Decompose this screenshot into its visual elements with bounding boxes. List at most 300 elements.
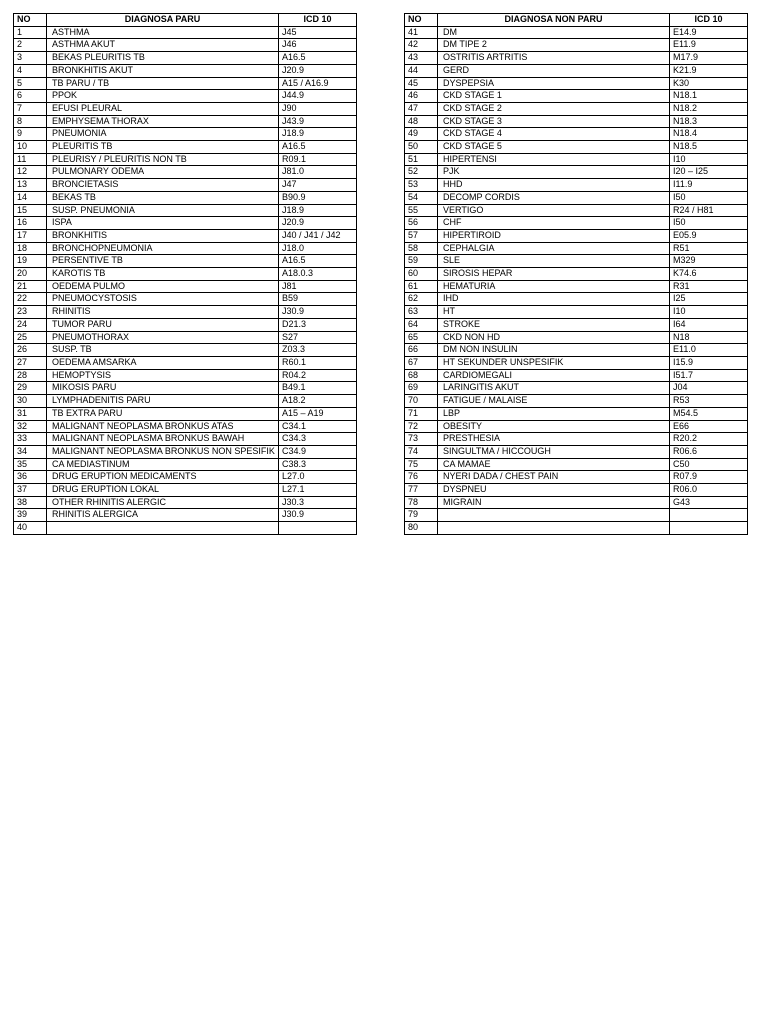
cell-icd10: B90.9 <box>279 191 357 204</box>
cell-no: 50 <box>405 141 438 154</box>
cell-diagnosa: PNEUMOTHORAX <box>47 331 279 344</box>
cell-no: 41 <box>405 26 438 39</box>
cell-diagnosa: PNEUMONIA <box>47 128 279 141</box>
table-row <box>405 293 748 306</box>
cell-no: 27 <box>14 356 47 369</box>
cell-no: 3 <box>14 52 47 65</box>
cell-icd10: J46 <box>279 39 357 52</box>
table-row <box>405 280 748 293</box>
cell-icd10: E11.0 <box>670 344 748 357</box>
cell-no: 36 <box>14 471 47 484</box>
table-row <box>14 318 357 331</box>
cell-diagnosa: GERD <box>438 64 670 77</box>
cell-icd10: N18.4 <box>670 128 748 141</box>
cell-diagnosa: HT SEKUNDER UNSPESIFIK <box>438 356 670 369</box>
cell-icd10: B49.1 <box>279 382 357 395</box>
cell-no: 57 <box>405 229 438 242</box>
cell-no: 71 <box>405 407 438 420</box>
cell-no: 15 <box>14 204 47 217</box>
cell-no: 12 <box>14 166 47 179</box>
cell-diagnosa: TB EXTRA PARU <box>47 407 279 420</box>
cell-icd10: M17.9 <box>670 52 748 65</box>
cell-icd10: A18.0.3 <box>279 268 357 281</box>
table-row <box>405 191 748 204</box>
cell-icd10: J20.9 <box>279 64 357 77</box>
cell-icd10: C50 <box>670 458 748 471</box>
cell-diagnosa: OTHER RHINITIS ALERGIC <box>47 496 279 509</box>
cell-diagnosa: DRUG ERUPTION MEDICAMENTS <box>47 471 279 484</box>
cell-diagnosa: MALIGNANT NEOPLASMA BRONKUS NON SPESIFIK <box>47 445 279 458</box>
cell-diagnosa: NYERI DADA / CHEST PAIN <box>438 471 670 484</box>
cell-no: 65 <box>405 331 438 344</box>
cell-icd10: I11.9 <box>670 179 748 192</box>
cell-diagnosa: PLEURISY / PLEURITIS NON TB <box>47 153 279 166</box>
cell-diagnosa <box>438 509 670 522</box>
cell-no: 20 <box>14 268 47 281</box>
cell-icd10: R09.1 <box>279 153 357 166</box>
table-row <box>14 509 357 522</box>
table-row <box>405 179 748 192</box>
cell-icd10: I64 <box>670 318 748 331</box>
cell-diagnosa: CKD STAGE 2 <box>438 102 670 115</box>
cell-diagnosa: PNEUMOCYSTOSIS <box>47 293 279 306</box>
cell-diagnosa: LARINGITIS AKUT <box>438 382 670 395</box>
cell-no: 33 <box>14 433 47 446</box>
cell-diagnosa: SINGULTMA / HICCOUGH <box>438 445 670 458</box>
table-row <box>14 280 357 293</box>
cell-icd10: K30 <box>670 77 748 90</box>
cell-icd10: J44.9 <box>279 90 357 103</box>
cell-no: 43 <box>405 52 438 65</box>
cell-no: 56 <box>405 217 438 230</box>
table-row <box>14 166 357 179</box>
table-row <box>14 191 357 204</box>
cell-icd10: E11.9 <box>670 39 748 52</box>
cell-diagnosa: DM TIPE 2 <box>438 39 670 52</box>
table-row <box>14 153 357 166</box>
cell-diagnosa: RHINITIS <box>47 306 279 319</box>
cell-no: 22 <box>14 293 47 306</box>
cell-icd10: M329 <box>670 255 748 268</box>
cell-diagnosa: PJK <box>438 166 670 179</box>
cell-diagnosa: BEKAS PLEURITIS TB <box>47 52 279 65</box>
table-row <box>14 255 357 268</box>
cell-diagnosa: CARDIOMEGALI <box>438 369 670 382</box>
cell-no: 54 <box>405 191 438 204</box>
table-row <box>14 102 357 115</box>
table-row <box>14 344 357 357</box>
table-row <box>405 522 748 535</box>
table-row <box>405 356 748 369</box>
table-row <box>405 141 748 154</box>
cell-icd10: J04 <box>670 382 748 395</box>
table-row <box>405 369 748 382</box>
cell-icd10: E14.9 <box>670 26 748 39</box>
cell-diagnosa: PPOK <box>47 90 279 103</box>
cell-diagnosa: SIROSIS HEPAR <box>438 268 670 281</box>
cell-no: 10 <box>14 141 47 154</box>
cell-diagnosa: SUSP. TB <box>47 344 279 357</box>
cell-icd10: E66 <box>670 420 748 433</box>
cell-icd10: J45 <box>279 26 357 39</box>
header-icd10: ICD 10 <box>670 14 748 27</box>
cell-no: 49 <box>405 128 438 141</box>
table-row <box>14 52 357 65</box>
table-row <box>14 242 357 255</box>
table-row <box>405 395 748 408</box>
cell-diagnosa: CA MEDIASTINUM <box>47 458 279 471</box>
cell-no: 72 <box>405 420 438 433</box>
table-row <box>14 90 357 103</box>
cell-icd10: A15 / A16.9 <box>279 77 357 90</box>
table-row <box>405 255 748 268</box>
table-row <box>405 407 748 420</box>
cell-icd10: I50 <box>670 217 748 230</box>
table-row <box>14 128 357 141</box>
cell-diagnosa: CHF <box>438 217 670 230</box>
cell-no: 46 <box>405 90 438 103</box>
cell-no: 75 <box>405 458 438 471</box>
cell-icd10: B59 <box>279 293 357 306</box>
cell-icd10: C34.1 <box>279 420 357 433</box>
cell-no: 17 <box>14 229 47 242</box>
cell-diagnosa: MIGRAIN <box>438 496 670 509</box>
cell-no: 52 <box>405 166 438 179</box>
cell-no: 53 <box>405 179 438 192</box>
table-row <box>405 318 748 331</box>
cell-no: 23 <box>14 306 47 319</box>
table-row <box>405 268 748 281</box>
cell-icd10: S27 <box>279 331 357 344</box>
cell-icd10 <box>670 522 748 535</box>
table-row <box>405 458 748 471</box>
cell-no: 2 <box>14 39 47 52</box>
cell-diagnosa: CKD NON HD <box>438 331 670 344</box>
cell-diagnosa: STROKE <box>438 318 670 331</box>
table-row <box>405 166 748 179</box>
cell-icd10: R53 <box>670 395 748 408</box>
header-diagnosa: DIAGNOSA PARU <box>47 14 279 27</box>
cell-no: 73 <box>405 433 438 446</box>
table-row <box>14 433 357 446</box>
cell-diagnosa: CKD STAGE 3 <box>438 115 670 128</box>
table-row <box>14 26 357 39</box>
cell-diagnosa: CKD STAGE 4 <box>438 128 670 141</box>
cell-no: 61 <box>405 280 438 293</box>
cell-no: 1 <box>14 26 47 39</box>
header-diagnosa: DIAGNOSA NON PARU <box>438 14 670 27</box>
cell-no: 18 <box>14 242 47 255</box>
header-icd10: ICD 10 <box>279 14 357 27</box>
cell-no: 9 <box>14 128 47 141</box>
cell-diagnosa: DM NON INSULIN <box>438 344 670 357</box>
table-row <box>14 484 357 497</box>
cell-diagnosa: TUMOR PARU <box>47 318 279 331</box>
cell-icd10: I25 <box>670 293 748 306</box>
cell-diagnosa: SUSP. PNEUMONIA <box>47 204 279 217</box>
cell-no: 64 <box>405 318 438 331</box>
cell-no: 74 <box>405 445 438 458</box>
cell-icd10: R24 / H81 <box>670 204 748 217</box>
cell-diagnosa: DYSPEPSIA <box>438 77 670 90</box>
cell-icd10: J18.9 <box>279 204 357 217</box>
cell-no: 55 <box>405 204 438 217</box>
cell-no: 62 <box>405 293 438 306</box>
table-row <box>14 496 357 509</box>
cell-no: 63 <box>405 306 438 319</box>
cell-diagnosa: DYSPNEU <box>438 484 670 497</box>
cell-no: 5 <box>14 77 47 90</box>
cell-no: 13 <box>14 179 47 192</box>
cell-icd10: J30.3 <box>279 496 357 509</box>
cell-icd10: N18.1 <box>670 90 748 103</box>
table-row <box>405 344 748 357</box>
cell-no: 31 <box>14 407 47 420</box>
table-row <box>14 458 357 471</box>
cell-no: 7 <box>14 102 47 115</box>
cell-no: 25 <box>14 331 47 344</box>
cell-diagnosa: BRONKHITIS AKUT <box>47 64 279 77</box>
cell-icd10: I51.7 <box>670 369 748 382</box>
table-row <box>405 242 748 255</box>
cell-no: 14 <box>14 191 47 204</box>
cell-no: 68 <box>405 369 438 382</box>
cell-icd10: J18.9 <box>279 128 357 141</box>
cell-diagnosa: LBP <box>438 407 670 420</box>
cell-no: 42 <box>405 39 438 52</box>
header-no: NO <box>405 14 438 27</box>
table-row <box>405 64 748 77</box>
cell-no: 4 <box>14 64 47 77</box>
cell-no: 45 <box>405 77 438 90</box>
cell-no: 11 <box>14 153 47 166</box>
cell-no: 28 <box>14 369 47 382</box>
cell-diagnosa: EFUSI PLEURAL <box>47 102 279 115</box>
cell-icd10: A15 – A19 <box>279 407 357 420</box>
table-row <box>405 128 748 141</box>
cell-diagnosa: DRUG ERUPTION LOKAL <box>47 484 279 497</box>
cell-icd10: N18 <box>670 331 748 344</box>
table-row <box>405 115 748 128</box>
cell-icd10 <box>279 522 357 535</box>
cell-icd10: K21.9 <box>670 64 748 77</box>
cell-diagnosa: KAROTIS TB <box>47 268 279 281</box>
table-row <box>405 445 748 458</box>
cell-icd10: R20.2 <box>670 433 748 446</box>
cell-icd10: J30.9 <box>279 306 357 319</box>
table-row <box>14 229 357 242</box>
cell-diagnosa: HEMOPTYSIS <box>47 369 279 382</box>
cell-icd10: R06.6 <box>670 445 748 458</box>
table-row <box>14 39 357 52</box>
cell-diagnosa: OEDEMA PULMO <box>47 280 279 293</box>
cell-no: 8 <box>14 115 47 128</box>
cell-no: 48 <box>405 115 438 128</box>
cell-icd10: N18.3 <box>670 115 748 128</box>
cell-icd10: A18.2 <box>279 395 357 408</box>
cell-diagnosa: ASTHMA AKUT <box>47 39 279 52</box>
table-row <box>405 52 748 65</box>
cell-diagnosa: CKD STAGE 1 <box>438 90 670 103</box>
cell-diagnosa: CEPHALGIA <box>438 242 670 255</box>
cell-icd10: C34.9 <box>279 445 357 458</box>
cell-icd10: I10 <box>670 306 748 319</box>
table-row <box>14 420 357 433</box>
table-row <box>405 153 748 166</box>
cell-diagnosa: CKD STAGE 5 <box>438 141 670 154</box>
cell-diagnosa: RHINITIS ALERGICA <box>47 509 279 522</box>
cell-icd10: C38.3 <box>279 458 357 471</box>
cell-no: 79 <box>405 509 438 522</box>
cell-diagnosa: TB PARU / TB <box>47 77 279 90</box>
cell-diagnosa: PULMONARY ODEMA <box>47 166 279 179</box>
cell-diagnosa: HHD <box>438 179 670 192</box>
cell-icd10: J43.9 <box>279 115 357 128</box>
table-row <box>405 382 748 395</box>
diagnosa-paru-table <box>13 13 357 535</box>
table-row <box>405 484 748 497</box>
table-row <box>405 496 748 509</box>
cell-icd10: J18.0 <box>279 242 357 255</box>
cell-diagnosa: DECOMP CORDIS <box>438 191 670 204</box>
cell-icd10: K74.6 <box>670 268 748 281</box>
cell-diagnosa: HEMATURIA <box>438 280 670 293</box>
table-row <box>14 395 357 408</box>
cell-diagnosa: BRONCIETASIS <box>47 179 279 192</box>
table-row <box>14 115 357 128</box>
table-row <box>14 77 357 90</box>
table-header-row <box>405 14 748 27</box>
cell-icd10: J40 / J41 / J42 <box>279 229 357 242</box>
cell-no: 35 <box>14 458 47 471</box>
cell-icd10: L27.0 <box>279 471 357 484</box>
cell-no: 29 <box>14 382 47 395</box>
table-row <box>14 471 357 484</box>
cell-no: 38 <box>14 496 47 509</box>
cell-no: 44 <box>405 64 438 77</box>
table-row <box>14 445 357 458</box>
cell-no: 39 <box>14 509 47 522</box>
cell-icd10: G43 <box>670 496 748 509</box>
cell-no: 47 <box>405 102 438 115</box>
cell-diagnosa: DM <box>438 26 670 39</box>
cell-diagnosa: OBESITY <box>438 420 670 433</box>
cell-no: 16 <box>14 217 47 230</box>
table-row <box>14 522 357 535</box>
cell-no: 69 <box>405 382 438 395</box>
table-row <box>14 141 357 154</box>
cell-icd10: J47 <box>279 179 357 192</box>
cell-diagnosa: HT <box>438 306 670 319</box>
cell-diagnosa: SLE <box>438 255 670 268</box>
cell-diagnosa: BRONCHOPNEUMONIA <box>47 242 279 255</box>
cell-icd10: R31 <box>670 280 748 293</box>
table-row <box>14 369 357 382</box>
cell-no: 24 <box>14 318 47 331</box>
cell-icd10: J81 <box>279 280 357 293</box>
cell-diagnosa: LYMPHADENITIS PARU <box>47 395 279 408</box>
table-row <box>405 433 748 446</box>
cell-no: 32 <box>14 420 47 433</box>
table-row <box>14 268 357 281</box>
cell-diagnosa: BRONKHITIS <box>47 229 279 242</box>
cell-diagnosa: PERSENTIVE TB <box>47 255 279 268</box>
cell-icd10 <box>670 509 748 522</box>
cell-no: 19 <box>14 255 47 268</box>
cell-diagnosa <box>47 522 279 535</box>
cell-no: 66 <box>405 344 438 357</box>
cell-diagnosa: CA MAMAE <box>438 458 670 471</box>
table-row <box>405 509 748 522</box>
cell-icd10: R51 <box>670 242 748 255</box>
cell-diagnosa: EMPHYSEMA THORAX <box>47 115 279 128</box>
cell-no: 6 <box>14 90 47 103</box>
cell-no: 67 <box>405 356 438 369</box>
table-row <box>14 356 357 369</box>
cell-icd10: L27.1 <box>279 484 357 497</box>
table-row <box>405 229 748 242</box>
cell-diagnosa: MIKOSIS PARU <box>47 382 279 395</box>
cell-diagnosa: OSTRITIS ARTRITIS <box>438 52 670 65</box>
table-row <box>14 331 357 344</box>
table-header-row <box>14 14 357 27</box>
table-row <box>405 102 748 115</box>
cell-no: 51 <box>405 153 438 166</box>
cell-icd10: R07.9 <box>670 471 748 484</box>
cell-icd10: E05.9 <box>670 229 748 242</box>
cell-no: 30 <box>14 395 47 408</box>
cell-diagnosa: ISPA <box>47 217 279 230</box>
cell-diagnosa: VERTIGO <box>438 204 670 217</box>
cell-no: 21 <box>14 280 47 293</box>
cell-diagnosa: ASTHMA <box>47 26 279 39</box>
cell-no: 40 <box>14 522 47 535</box>
cell-no: 76 <box>405 471 438 484</box>
cell-icd10: J81.0 <box>279 166 357 179</box>
cell-diagnosa: PLEURITIS TB <box>47 141 279 154</box>
cell-icd10: I15.9 <box>670 356 748 369</box>
table-row <box>405 26 748 39</box>
table-row <box>14 64 357 77</box>
cell-icd10: N18.2 <box>670 102 748 115</box>
table-row <box>14 306 357 319</box>
cell-diagnosa: MALIGNANT NEOPLASMA BRONKUS ATAS <box>47 420 279 433</box>
cell-no: 59 <box>405 255 438 268</box>
cell-diagnosa: IHD <box>438 293 670 306</box>
cell-icd10: I10 <box>670 153 748 166</box>
cell-no: 77 <box>405 484 438 497</box>
table-row <box>14 204 357 217</box>
cell-icd10: I50 <box>670 191 748 204</box>
cell-no: 34 <box>14 445 47 458</box>
table-row <box>405 306 748 319</box>
table-row <box>405 471 748 484</box>
cell-icd10: A16.5 <box>279 255 357 268</box>
cell-diagnosa: HIPERTIROID <box>438 229 670 242</box>
cell-diagnosa: PRESTHESIA <box>438 433 670 446</box>
cell-icd10: J20.9 <box>279 217 357 230</box>
table-row <box>14 217 357 230</box>
table-row <box>14 293 357 306</box>
table-row <box>405 204 748 217</box>
cell-no: 37 <box>14 484 47 497</box>
cell-diagnosa: FATIGUE / MALAISE <box>438 395 670 408</box>
diagnosa-non-paru-table <box>404 13 748 535</box>
cell-no: 26 <box>14 344 47 357</box>
table-row <box>405 39 748 52</box>
cell-diagnosa: MALIGNANT NEOPLASMA BRONKUS BAWAH <box>47 433 279 446</box>
cell-icd10: A16.5 <box>279 52 357 65</box>
